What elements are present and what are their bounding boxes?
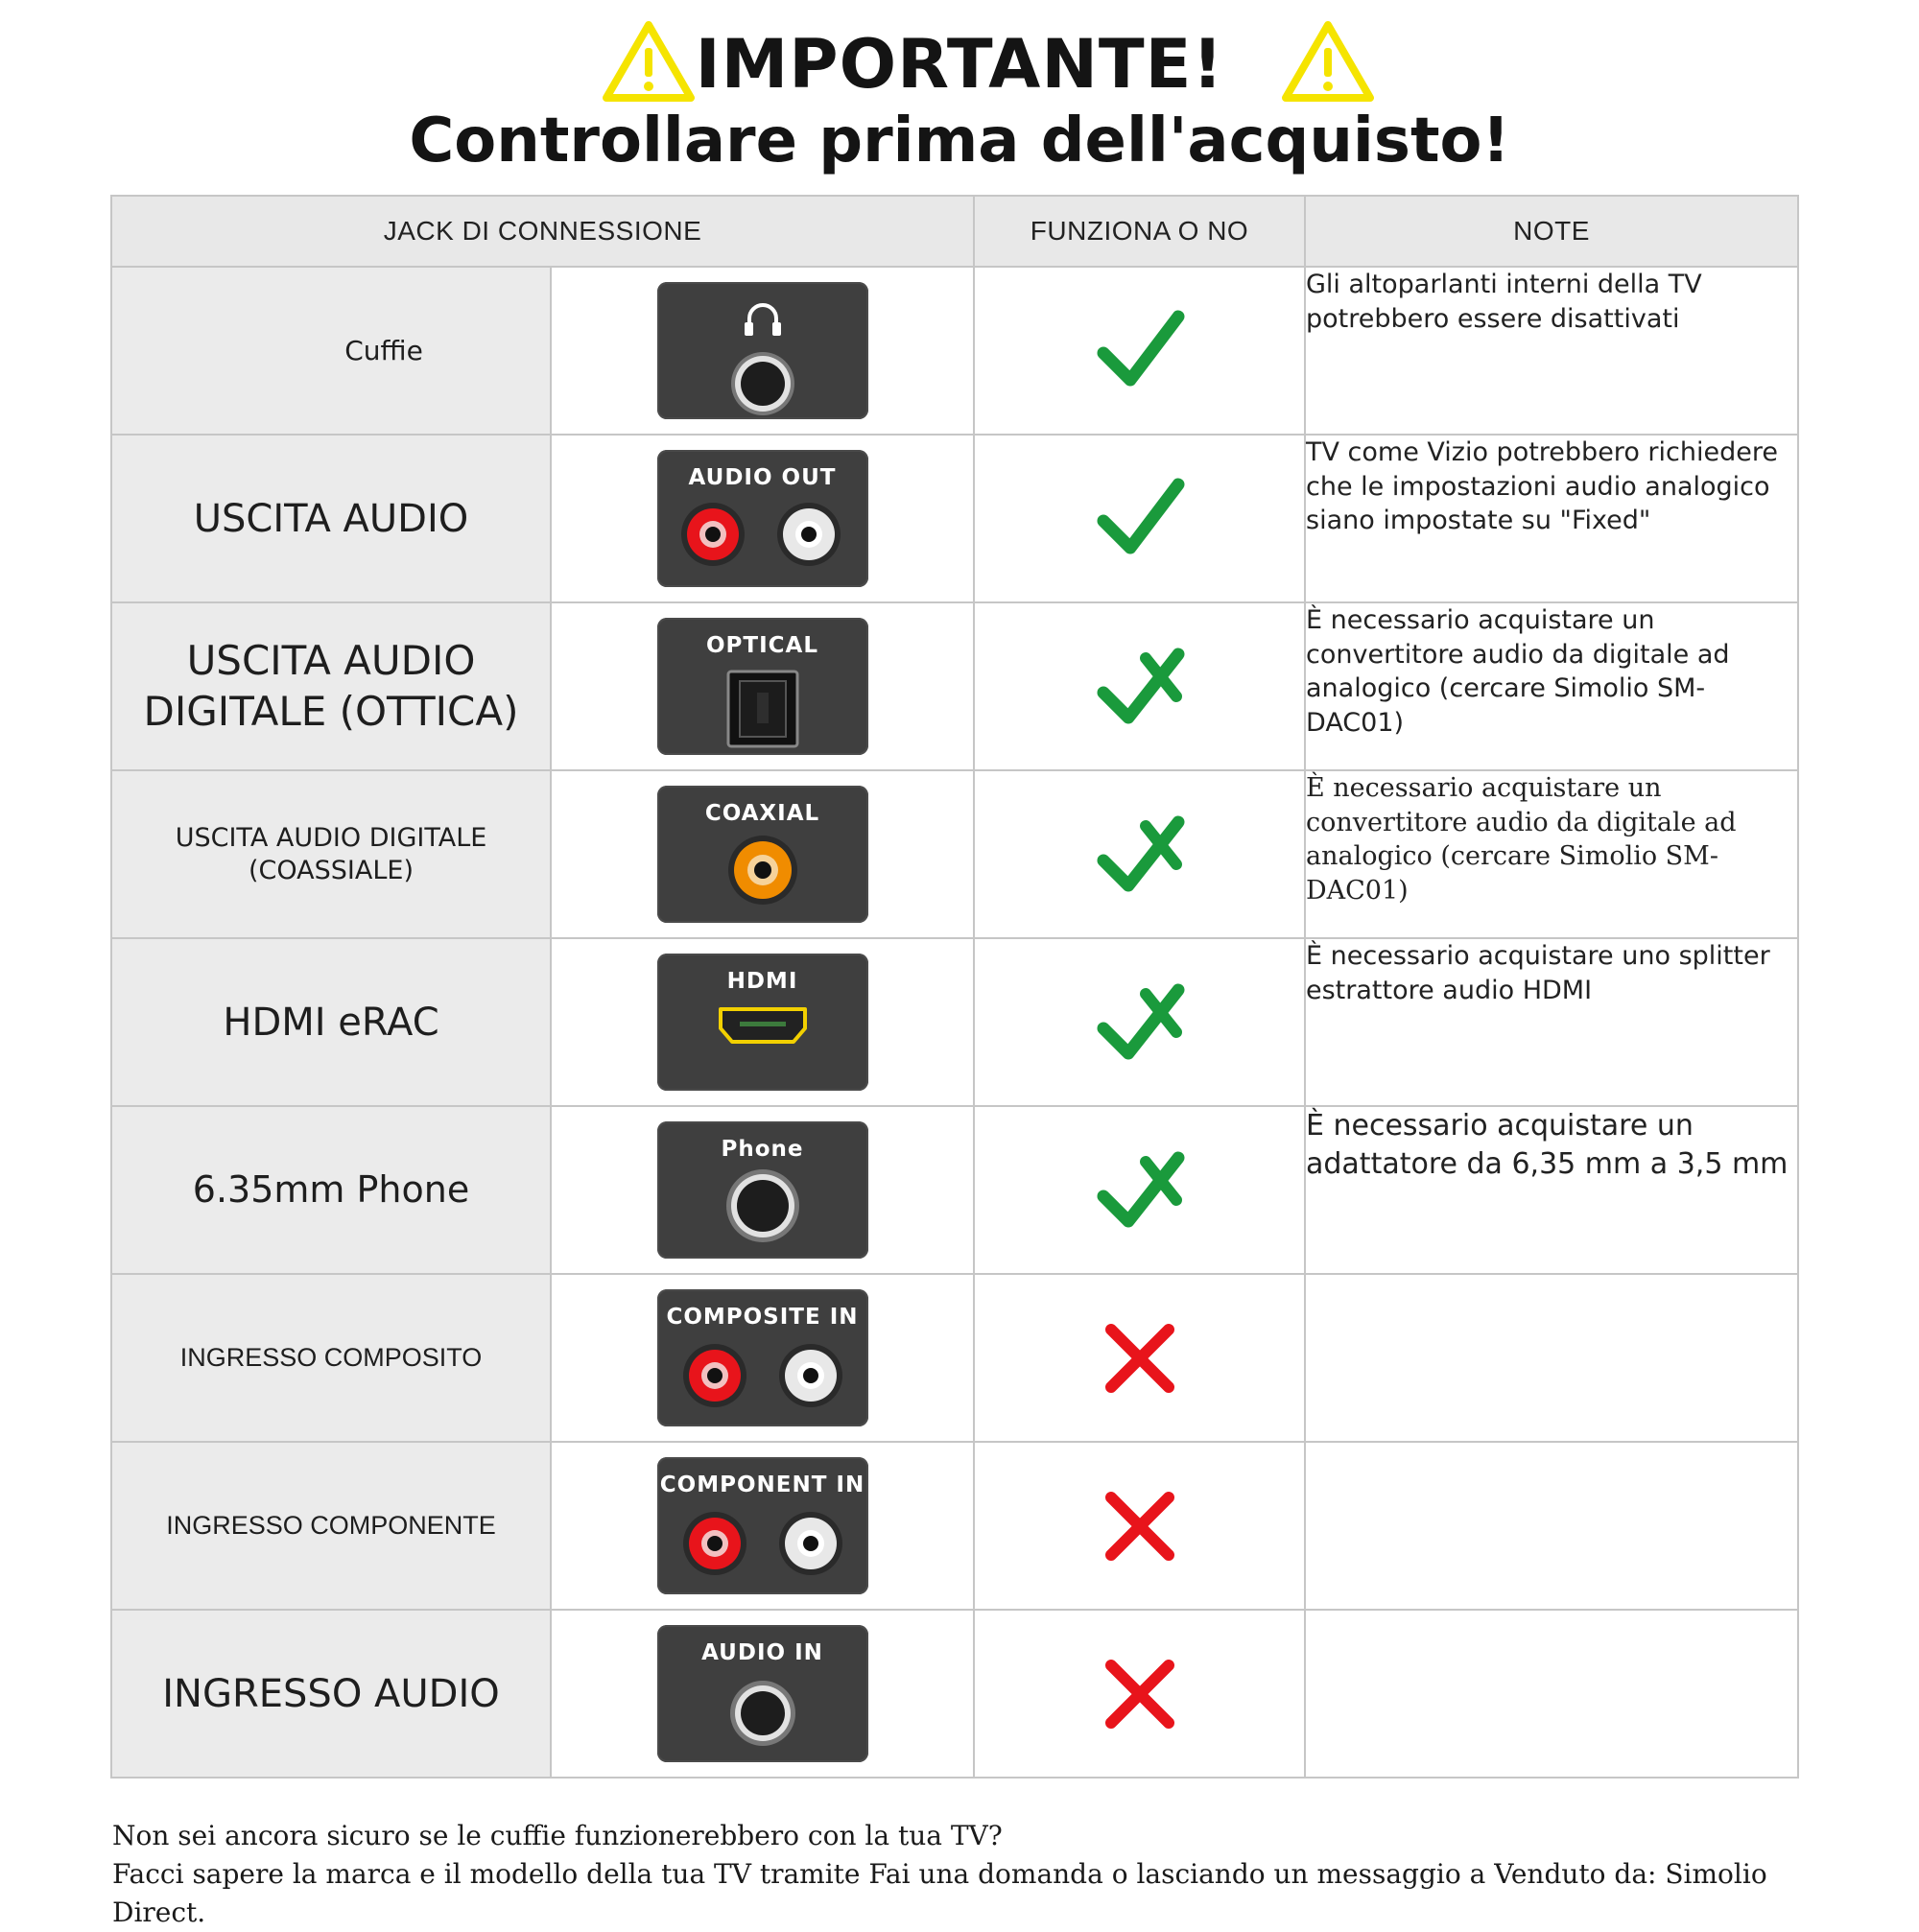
table-row [111,1106,1798,1274]
table-row [111,938,1798,1106]
headphone-jack-panel [657,282,868,419]
jack-label: HDMI [726,969,798,994]
audio-in-jack-icon [657,1625,868,1762]
column-header-notes: NOTE [1305,196,1798,267]
hdmi-jack-panel [657,954,868,1091]
footer-line-2: Facci sapere la marca e il modello della tua TV tramite Fai una domanda o lasciando un messaggio a Venduto da: Simolio Direct. [112,1858,1767,1928]
note-text: È necessario acquistare uno splitter estrattore audio HDMI [1305,938,1798,1106]
table-row [111,602,1798,770]
audio-out-jack-panel [657,450,868,587]
optical-jack-panel [657,618,868,755]
column-header-jack: JACK DI CONNESSIONE [111,196,974,267]
table-row [111,435,1798,602]
connection-name: USCITA AUDIO DIGITALE (COASSIALE) [111,770,551,938]
rca-red-white-icon [657,450,868,587]
warning-icon-right [1280,19,1376,104]
check-with-cross-icon [1092,639,1188,735]
jack-label: AUDIO OUT [688,465,837,490]
jack-label: Phone [721,1137,804,1162]
phone-jack-icon [657,1121,868,1259]
connection-name: HDMI eRAC [111,938,551,1106]
column-header-status: FUNZIONA O NO [974,196,1305,267]
note-text: È necessario acquistare un adattatore da 6,35 mm a 3,5 mm [1305,1106,1798,1274]
checkmark-icon [1092,303,1188,399]
connection-name: INGRESSO COMPONENTE [111,1442,551,1610]
jack-label: AUDIO IN [701,1640,823,1665]
hdmi-port-icon [657,954,868,1091]
audio-in-jack-panel [657,1625,868,1762]
red-cross-icon [1092,1478,1188,1574]
check-with-cross-icon [1092,1143,1188,1238]
connection-name: USCITA AUDIO DIGITALE (OTTICA) [111,602,551,770]
coaxial-port-icon [657,786,868,923]
page-subtitle: Controllare prima dell'acquisto! [409,106,1510,177]
jack-label: COMPOSITE IN [666,1305,859,1330]
footer-line-1: Non sei ancora sicuro se le cuffie funzionerebbero con la tua TV? [112,1820,1003,1851]
component-in-jack-panel [657,1457,868,1594]
table-row [111,1274,1798,1442]
note-text: TV come Vizio potrebbero richiedere che le impostazioni audio analogico siano impostate su "Fixed" [1305,435,1798,602]
note-text [1305,1274,1798,1442]
jack-label: COAXIAL [704,801,820,826]
table-row [111,1442,1798,1610]
connection-name: INGRESSO COMPOSITO [111,1274,551,1442]
check-with-cross-icon [1092,807,1188,903]
jack-label: COMPONENT IN [659,1473,865,1497]
table-row [111,1610,1798,1778]
page-title: IMPORTANTE! [695,25,1224,104]
connection-name: 6.35mm Phone [111,1106,551,1274]
table-header-row [111,196,1798,267]
note-text: È necessario acquistare un convertitore audio da digitale ad analogico (cercare Simolio SM-DAC01) [1305,602,1798,770]
checkmark-icon [1092,471,1188,567]
optical-port-icon [657,618,868,755]
red-cross-icon [1092,1310,1188,1406]
connection-name: USCITA AUDIO [111,435,551,602]
table-row [111,267,1798,435]
connection-name: Cuffie [111,267,551,435]
rca-red-white-icon [657,1289,868,1426]
rca-red-white-icon [657,1457,868,1594]
table-row [111,770,1798,938]
red-cross-icon [1092,1646,1188,1742]
footer [112,1817,1859,1932]
jack-label: OPTICAL [706,633,818,658]
note-text [1305,1610,1798,1778]
compatibility-table [110,195,1799,1779]
composite-in-jack-panel [657,1289,868,1426]
check-with-cross-icon [1092,975,1188,1071]
headphone-jack-icon [657,282,868,419]
coaxial-jack-panel [657,786,868,923]
phone-jack-panel [657,1121,868,1259]
note-text [1305,1442,1798,1610]
connection-name: INGRESSO AUDIO [111,1610,551,1778]
note-text: Gli altoparlanti interni della TV potrebbero essere disattivati [1305,267,1798,435]
note-text: È necessario acquistare un convertitore audio da digitale ad analogico (cercare Simolio SM-DAC01) [1305,770,1798,938]
